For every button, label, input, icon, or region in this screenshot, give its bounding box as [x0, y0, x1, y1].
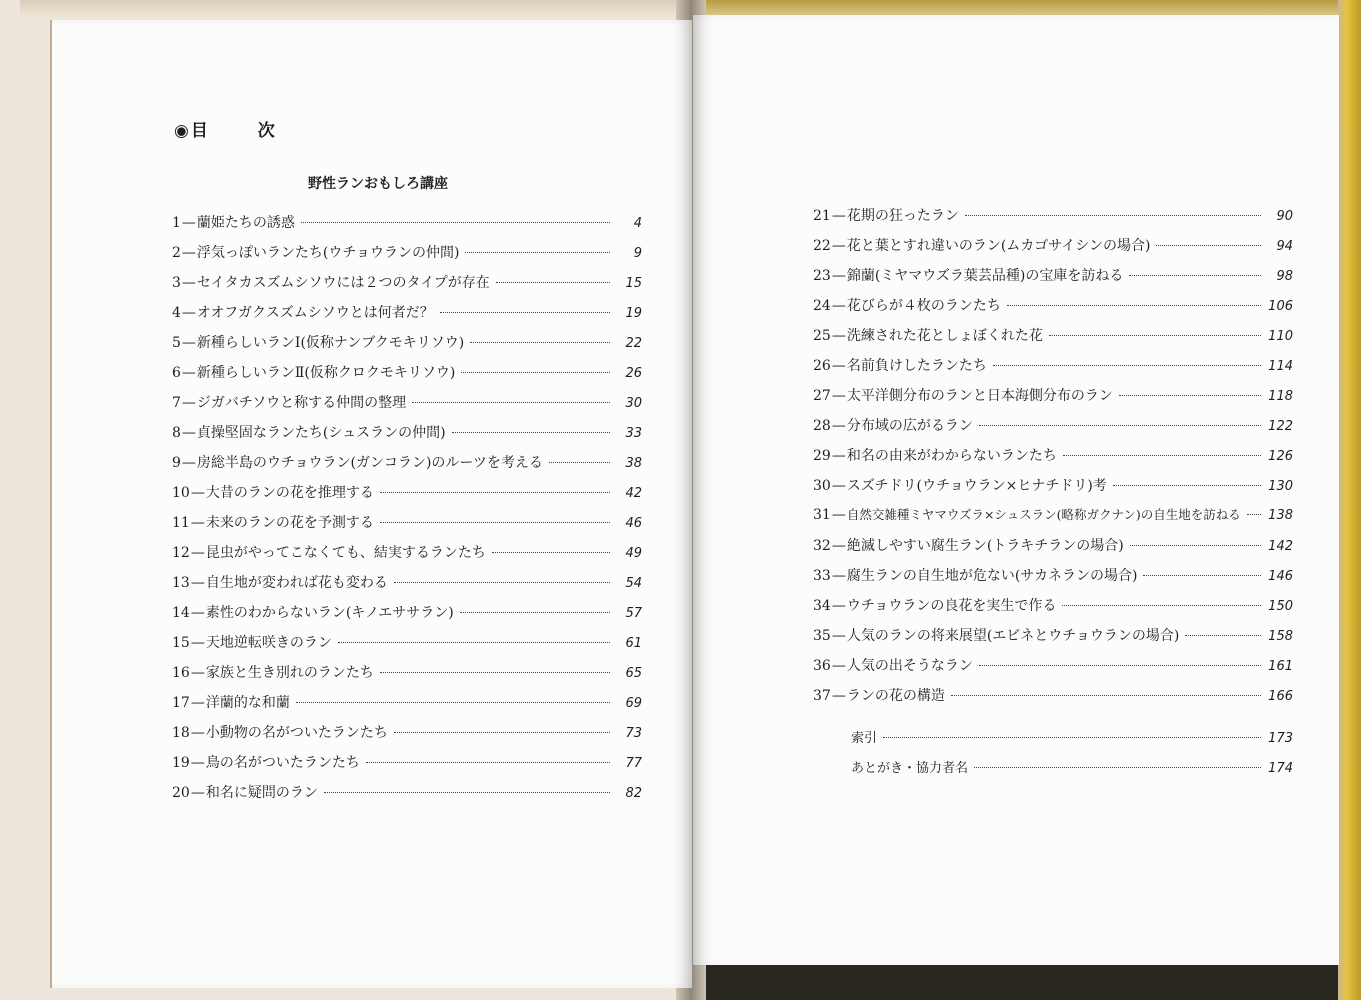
toc-entry-dash: — — [181, 395, 196, 411]
toc-entry — [813, 295, 1293, 325]
toc-entry — [172, 452, 642, 482]
toc-entry-dash: — — [181, 365, 196, 381]
toc-entry-dash: — — [190, 785, 205, 801]
toc-entry-dash: — — [831, 507, 846, 523]
toc-entry-page: 90 — [1276, 209, 1293, 224]
toc-entry-number: 32 — [813, 538, 831, 554]
toc-entry — [813, 475, 1293, 505]
toc-list-right — [813, 205, 1293, 715]
toc-entry-page: 33 — [625, 426, 642, 441]
toc-entry-title: 花びらが４枚のランたち — [846, 298, 1001, 314]
dot-leader — [394, 732, 610, 733]
toc-entry-number: 35 — [813, 628, 831, 644]
toc-entry-page: 118 — [1268, 389, 1293, 404]
toc-entry-page: 69 — [625, 696, 642, 711]
toc-entry-page: 142 — [1268, 539, 1293, 554]
toc-entry-dash: — — [190, 605, 205, 621]
toc-entry-dash: — — [831, 328, 846, 344]
toc-entry — [813, 325, 1293, 355]
toc-entry-dash: — — [181, 215, 196, 231]
toc-extras — [851, 727, 1293, 787]
toc-entry — [813, 535, 1293, 565]
toc-entry-page: 4 — [633, 216, 642, 231]
toc-entry-page: 126 — [1268, 449, 1293, 464]
toc-entry-page: 22 — [625, 336, 642, 351]
toc-entry-title: 家族と生き別れのランたち — [205, 665, 374, 681]
toc-entry-title: オオフガクスズムシソウとは何者だ？ — [196, 305, 434, 321]
toc-entry-number: 13 — [172, 575, 190, 591]
dot-leader — [965, 215, 1261, 216]
toc-entry-title: 索引 — [851, 731, 878, 746]
toc-entry-dash: — — [181, 245, 196, 261]
toc-entry-number: 12 — [172, 545, 190, 561]
toc-entry-number: 10 — [172, 485, 190, 501]
toc-entry-title: 分布域の広がるラン — [846, 418, 973, 434]
toc-entry-page: 42 — [625, 486, 642, 501]
toc-entry — [172, 362, 642, 392]
toc-entry — [813, 625, 1293, 655]
dot-leader — [440, 312, 610, 313]
toc-entry — [813, 265, 1293, 295]
toc-entry-dash: — — [181, 425, 196, 441]
dot-leader — [496, 282, 610, 283]
toc-entry-page: 173 — [1268, 731, 1293, 746]
dot-leader — [1130, 545, 1261, 546]
toc-entry-number: 20 — [172, 785, 190, 801]
toc-entry-number: 18 — [172, 725, 190, 741]
toc-heading — [174, 116, 297, 141]
toc-entry-number: 25 — [813, 328, 831, 344]
toc-entry-page: 30 — [625, 396, 642, 411]
toc-entry — [813, 565, 1293, 595]
toc-entry-title: ランの花の構造 — [846, 688, 945, 704]
toc-entry-number: 9 — [172, 455, 181, 471]
toc-entry-page: 57 — [625, 606, 642, 621]
toc-entry-dash: — — [181, 335, 196, 351]
toc-entry-page: 19 — [625, 306, 642, 321]
toc-entry-dash: — — [831, 448, 846, 464]
toc-entry-dash: — — [181, 305, 196, 321]
toc-entry — [172, 422, 642, 452]
toc-entry — [813, 205, 1293, 235]
toc-entry-title: 錦蘭(ミヤマウズラ葉芸品種)の宝庫を訪ねる — [846, 268, 1124, 284]
toc-entry-dash: — — [831, 298, 846, 314]
toc-entry — [851, 727, 1293, 757]
dot-leader — [380, 522, 610, 523]
toc-entry — [172, 482, 642, 512]
toc-entry-dash: — — [190, 725, 205, 741]
toc-list-left — [172, 212, 642, 812]
toc-entry-dash: — — [831, 568, 846, 584]
dot-leader — [1156, 245, 1261, 246]
toc-entry-page: 146 — [1268, 569, 1293, 584]
dot-leader — [979, 425, 1261, 426]
toc-entry-dash: — — [831, 628, 846, 644]
toc-entry-page: 166 — [1268, 689, 1293, 704]
toc-entry-title: 鳥の名がついたランたち — [205, 755, 360, 771]
toc-entry-title: 人気の出そうなラン — [846, 658, 973, 674]
dot-leader — [979, 665, 1261, 666]
toc-entry-dash: — — [190, 545, 205, 561]
toc-entry-title: 天地逆転咲きのラン — [205, 635, 332, 651]
toc-entry-title: 人気のランの将来展望(エビネとウチョウランの場合) — [846, 628, 1180, 644]
toc-entry-dash: — — [190, 755, 205, 771]
toc-entry-page: 26 — [625, 366, 642, 381]
dot-leader — [461, 372, 610, 373]
toc-entry-title: ジガバチソウと称する仲間の整理 — [196, 395, 407, 411]
dot-leader — [1129, 275, 1261, 276]
toc-entry-number: 27 — [813, 388, 831, 404]
toc-entry-number: 30 — [813, 478, 831, 494]
toc-entry-dash: — — [181, 275, 196, 291]
toc-entry-title: 未来のランの花を予測する — [205, 515, 374, 531]
toc-entry-page: 98 — [1276, 269, 1293, 284]
toc-entry — [172, 602, 642, 632]
toc-entry-title: スズチドリ(ウチョウラン×ヒナチドリ)考 — [846, 478, 1107, 494]
toc-entry — [172, 242, 642, 272]
toc-entry-number: 34 — [813, 598, 831, 614]
toc-entry-number: 5 — [172, 335, 181, 351]
toc-entry-number: 16 — [172, 665, 190, 681]
dot-leader — [366, 762, 610, 763]
dot-leader — [974, 767, 1261, 768]
toc-entry-page: 94 — [1276, 239, 1293, 254]
toc-entry-title: 新種らしいランⅡ(仮称クロクモキリソウ) — [196, 365, 456, 381]
toc-entry-dash: — — [831, 538, 846, 554]
toc-entry — [172, 302, 642, 332]
toc-entry-title: 自然交雑種ミヤマウズラ×シュスラン(略称ガクナン)の自生地を訪ねる — [846, 507, 1241, 522]
dot-leader — [1185, 635, 1261, 636]
dot-leader — [993, 365, 1261, 366]
toc-entry — [172, 662, 642, 692]
bullet-icon: ◉ — [174, 121, 189, 141]
toc-entry — [813, 415, 1293, 445]
toc-entry-page: 161 — [1268, 659, 1293, 674]
toc-entry — [172, 332, 642, 362]
dot-leader — [324, 792, 610, 793]
toc-entry-number: 4 — [172, 305, 181, 321]
dot-leader — [1247, 514, 1261, 515]
toc-entry — [851, 757, 1293, 787]
toc-entry-page: 138 — [1268, 508, 1293, 523]
toc-entry-number: 28 — [813, 418, 831, 434]
toc-entry-title: 名前負けしたランたち — [846, 358, 987, 374]
toc-entry-page: 110 — [1268, 329, 1293, 344]
toc-entry-title: 素性のわからないラン(キノエササラン) — [205, 605, 454, 621]
toc-entry-dash: — — [190, 635, 205, 651]
toc-entry-number: 26 — [813, 358, 831, 374]
toc-entry-dash: — — [190, 695, 205, 711]
toc-entry — [813, 355, 1293, 385]
dot-leader — [301, 222, 610, 223]
toc-entry-number: 2 — [172, 245, 181, 261]
toc-entry-dash: — — [831, 598, 846, 614]
toc-entry-title: 洋蘭的な和蘭 — [205, 695, 290, 711]
toc-entry — [813, 445, 1293, 475]
toc-entry-dash: — — [831, 388, 846, 404]
toc-entry-dash: — — [831, 238, 846, 254]
toc-entry-dash: — — [831, 418, 846, 434]
toc-entry-title: セイタカスズムシソウには２つのタイプが存在 — [196, 275, 490, 291]
toc-entry-number: 3 — [172, 275, 181, 291]
toc-entry — [813, 505, 1293, 535]
toc-entry-page: 77 — [625, 756, 642, 771]
toc-entry-dash: — — [190, 485, 205, 501]
toc-entry-number: 19 — [172, 755, 190, 771]
toc-entry-page: 150 — [1268, 599, 1293, 614]
dot-leader — [883, 737, 1261, 738]
toc-entry — [172, 782, 642, 812]
dot-leader — [460, 612, 610, 613]
toc-entry-dash: — — [831, 208, 846, 224]
dot-leader — [549, 462, 610, 463]
toc-entry-page: 158 — [1268, 629, 1293, 644]
toc-entry-title: 和名の由来がわからないランたち — [846, 448, 1057, 464]
dot-leader — [338, 642, 610, 643]
dot-leader — [1119, 395, 1261, 396]
dot-leader — [951, 695, 1261, 696]
cover-top-edge — [20, 0, 690, 18]
toc-entry-number: 29 — [813, 448, 831, 464]
toc-entry-number: 6 — [172, 365, 181, 381]
toc-entry-title: 房総半島のウチョウラン(ガンコラン)のルーツを考える — [196, 455, 543, 471]
toc-entry-title: 貞操堅固なランたち(シュスランの仲間) — [196, 425, 446, 441]
toc-entry-page: 130 — [1268, 479, 1293, 494]
toc-entry-title: 昆虫がやってこなくても、結実するランたち — [205, 545, 486, 561]
dot-leader — [1062, 605, 1261, 606]
dot-leader — [296, 702, 610, 703]
toc-entry-page: 73 — [625, 726, 642, 741]
toc-entry-page: 15 — [625, 276, 642, 291]
toc-entry-title: 大昔のランの花を推理する — [205, 485, 374, 501]
dot-leader — [1007, 305, 1261, 306]
toc-entry-number: 23 — [813, 268, 831, 284]
dot-leader — [465, 252, 610, 253]
toc-entry-page: 54 — [625, 576, 642, 591]
toc-entry — [172, 542, 642, 572]
toc-entry-dash: — — [181, 455, 196, 471]
dot-leader — [1063, 455, 1261, 456]
toc-entry-title: 腐生ランの自生地が危ない(サカネランの場合) — [846, 568, 1138, 584]
toc-entry-page: 174 — [1268, 761, 1293, 776]
dot-leader — [1143, 575, 1261, 576]
dot-leader — [492, 552, 610, 553]
toc-entry-page: 38 — [625, 456, 642, 471]
toc-entry — [813, 655, 1293, 685]
toc-entry-dash: — — [190, 665, 205, 681]
toc-entry-title: 洗練された花としょぼくれた花 — [846, 328, 1043, 344]
toc-entry-dash: — — [831, 358, 846, 374]
toc-entry — [172, 212, 642, 242]
toc-entry-number: 1 — [172, 215, 181, 231]
dot-leader — [380, 672, 610, 673]
toc-entry-page: 106 — [1268, 299, 1293, 314]
right-page — [693, 15, 1339, 965]
toc-entry — [813, 595, 1293, 625]
toc-entry — [172, 752, 642, 782]
dot-leader — [394, 582, 610, 583]
toc-entry — [172, 692, 642, 722]
toc-entry-title: 絶滅しやすい腐生ラン(トラキチランの場合) — [846, 538, 1124, 554]
toc-heading-text: 目 次 — [190, 121, 297, 141]
toc-entry — [172, 512, 642, 542]
dot-leader — [380, 492, 610, 493]
toc-entry — [172, 392, 642, 422]
toc-entry-number: 33 — [813, 568, 831, 584]
left-page — [50, 20, 692, 988]
toc-entry-title: 新種らしいランⅠ(仮称ナンブクモキリソウ) — [196, 335, 465, 351]
toc-entry-page: 82 — [625, 786, 642, 801]
toc-entry-page: 122 — [1268, 419, 1293, 434]
toc-entry-title: ウチョウランの良花を実生で作る — [846, 598, 1057, 614]
toc-entry-title: 太平洋側分布のランと日本海側分布のラン — [846, 388, 1113, 404]
toc-entry-page: 46 — [625, 516, 642, 531]
toc-entry-page: 61 — [625, 636, 642, 651]
toc-entry-number: 8 — [172, 425, 181, 441]
toc-entry-number: 22 — [813, 238, 831, 254]
toc-entry-dash: — — [831, 658, 846, 674]
dot-leader — [470, 342, 610, 343]
toc-entry-page: 9 — [633, 246, 642, 261]
toc-entry-title: 浮気っぽいランたち(ウチョウランの仲間) — [196, 245, 460, 261]
dot-leader — [1049, 335, 1261, 336]
toc-entry-number: 37 — [813, 688, 831, 704]
toc-entry — [172, 722, 642, 752]
toc-entry — [172, 632, 642, 662]
toc-entry-title: 蘭姫たちの誘惑 — [196, 215, 295, 231]
toc-entry-number: 7 — [172, 395, 181, 411]
book-cover-right-edge — [1338, 0, 1361, 1000]
toc-entry-number: 14 — [172, 605, 190, 621]
toc-entry-dash: — — [831, 688, 846, 704]
toc-entry-title: 自生地が変われば花も変わる — [205, 575, 388, 591]
toc-entry — [813, 385, 1293, 415]
toc-entry-title: 和名に疑問のラン — [205, 785, 318, 801]
toc-entry — [813, 685, 1293, 715]
toc-entry — [172, 572, 642, 602]
toc-entry — [172, 272, 642, 302]
toc-entry-dash: — — [831, 478, 846, 494]
toc-entry-number: 17 — [172, 695, 190, 711]
dot-leader — [452, 432, 610, 433]
toc-entry-title: 小動物の名がついたランたち — [205, 725, 388, 741]
dot-leader — [1113, 485, 1261, 486]
toc-entry-number: 24 — [813, 298, 831, 314]
toc-entry-page: 49 — [625, 546, 642, 561]
toc-entry-dash: — — [190, 575, 205, 591]
toc-entry-page: 65 — [625, 666, 642, 681]
toc-entry-title: 花期の狂ったラン — [846, 208, 959, 224]
toc-entry-number: 31 — [813, 507, 831, 523]
toc-entry-dash: — — [831, 268, 846, 284]
dot-leader — [412, 402, 610, 403]
toc-entry-page: 114 — [1268, 359, 1293, 374]
toc-subtitle: 野性ランおもしろ講座 — [308, 176, 448, 192]
toc-entry-number: 11 — [172, 515, 190, 531]
toc-entry — [813, 235, 1293, 265]
toc-entry-number: 15 — [172, 635, 190, 651]
toc-entry-number: 21 — [813, 208, 831, 224]
toc-entry-dash: — — [190, 515, 205, 531]
toc-entry-title: 花と葉とすれ違いのラン(ムカゴサイシンの場合) — [846, 238, 1151, 254]
toc-entry-title: あとがき・協力者名 — [851, 761, 969, 776]
toc-entry-number: 36 — [813, 658, 831, 674]
